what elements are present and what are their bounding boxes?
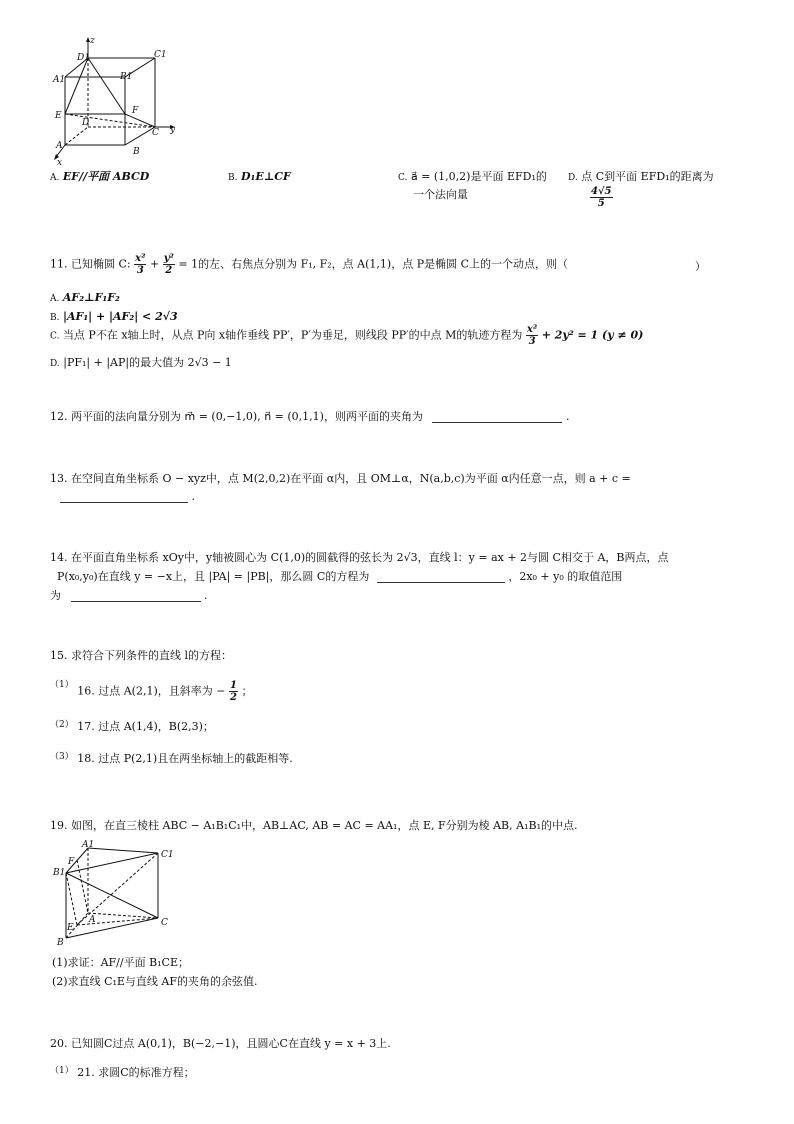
q14-line1: 14. 在平面直角坐标系 xOy中，y轴被圆心为 C(1,0)的圆截得的弦长为 2√3，直线 l：y = ax + 2与圆 C相交于 A，B两点，点: [50, 551, 669, 564]
label-b: B: [133, 147, 140, 157]
label-d1: D1: [77, 53, 90, 63]
label-z: z: [90, 36, 95, 46]
label-a: A: [89, 915, 96, 925]
label-c1: C1: [154, 50, 167, 60]
label-a1: A1: [53, 75, 66, 85]
q15-part3: $^{(3)}$ 18. 过点 P(2,1)且在两坐标轴上的截距相等.: [50, 752, 293, 765]
q10-option-d[interactable]: D. 点 C到平面 EFD₁的距离为 $\frac{4√5}{5}$: [568, 170, 714, 209]
answer-blank[interactable]: [432, 412, 562, 423]
q19-stem: 19. 如图，在直三棱柱 ABC − A₁B₁C₁中，AB⊥AC, AB = AC = AA₁，点 E, F分别为棱 AB, A₁B₁的中点.: [50, 819, 578, 832]
cube-figure: [50, 32, 190, 167]
q10-option-a[interactable]: A. EF//平面 ABCD: [50, 170, 150, 183]
label-d: D: [82, 118, 90, 128]
label-x: x: [57, 158, 63, 167]
label-a1: A1: [82, 840, 95, 850]
label-f: F: [68, 857, 75, 867]
q12: 12. 两平面的法向量分别为 m⃗ = (0,−1,0), n⃗ = (0,1,1)，则两平面的夹角为 .: [50, 410, 570, 423]
fraction: $\frac{\text{x²}}{3}$: [135, 253, 146, 276]
label-b1: B1: [120, 72, 133, 82]
q11-option-c[interactable]: C. 当点 P不在 x轴上时，从点 P向 x轴作垂线 PP′，P′为垂足，则线段 PP′的中点 M的轨迹方程为 $\frac{\text{x²}}{3}$ + 2y² = 1 (y ≠ 0): [50, 324, 644, 347]
q15-stem: 15. 求符合下列条件的直线 l的方程：: [50, 649, 233, 662]
q19-sub1: (1)求证：AF//平面 B₁CE；: [52, 956, 190, 969]
q13-blank-line: .: [60, 490, 195, 503]
label-e: E: [67, 923, 74, 933]
q20-stem: 20. 已知圆C过点 A(0,1)，B(−2,−1)，且圆心C在直线 y = x + 3上.: [50, 1037, 391, 1050]
label-a: A: [56, 141, 63, 151]
q11-option-d[interactable]: D. |PF₁| + |AP|的最大值为 2√3 − 1: [50, 356, 232, 369]
fraction: $\frac{4√5}{5}$: [591, 185, 612, 209]
label-c: C: [152, 128, 159, 138]
fraction: $\frac{1}{2}$: [229, 680, 237, 703]
q11-option-a[interactable]: A. AF₂⊥F₁F₂: [50, 291, 120, 304]
fraction: $\frac{\text{x²}}{3}$: [526, 324, 538, 347]
q10-option-c[interactable]: C. a⃗ = (1,0,2)是平面 EFD₁的 一个法向量: [398, 170, 547, 201]
fraction: $\frac{\text{y²}}{2}$: [163, 253, 174, 276]
label-f: F: [132, 106, 139, 116]
q14-line3: 为 .: [50, 589, 208, 602]
prism-figure: [52, 838, 182, 950]
q10-option-b[interactable]: B. D₁E⊥CF: [228, 170, 291, 183]
label-e: E: [55, 111, 62, 121]
q11-close-paren: ）: [695, 260, 706, 273]
label-c: C: [161, 918, 168, 928]
q15-part2: $^{(2)}$ 17. 过点 A(1,4)，B(2,3)；: [50, 720, 214, 733]
q13: 13. 在空间直角坐标系 O − xyz中，点 M(2,0,2)在平面 α内，且 OM⊥α，N(a,b,c)为平面 α内任意一点，则 a + c =: [50, 472, 631, 485]
q20-part1: $^{(1)}$ 21. 求圆C的标准方程；: [50, 1066, 195, 1079]
answer-blank[interactable]: [60, 492, 188, 503]
q14-line2: P(x₀,y₀)在直线 y = −x上，且 |PA| = |PB|，那么圆 C的方程为 ，2x₀ + y₀ 的取值范围: [57, 570, 623, 583]
label-c1: C1: [161, 850, 174, 860]
q19-sub2: (2)求直线 C₁E与直线 AF的夹角的余弦值.: [52, 975, 258, 988]
label-b: B: [57, 938, 64, 948]
label-b1: B1: [53, 868, 66, 878]
q11-option-b[interactable]: B. |AF₁| + |AF₂| < 2√3: [50, 310, 178, 323]
answer-blank[interactable]: [377, 572, 505, 583]
q15-part1: $^{(1)}$ 16. 过点 A(2,1)，且斜率为 − $\frac{1}{2}$ ；: [50, 680, 253, 703]
label-y: y: [170, 125, 176, 135]
q11-stem: 11. 已知椭圆 C: $\frac{\text{x²}}{3}$ + $\frac{\text{y²}}{2}$ = 1的左、右焦点分别为 F₁, F₂，点 A(1,1)，点 P是椭圆 C上的一个动点，则（: [50, 253, 569, 276]
answer-blank[interactable]: [71, 591, 201, 602]
